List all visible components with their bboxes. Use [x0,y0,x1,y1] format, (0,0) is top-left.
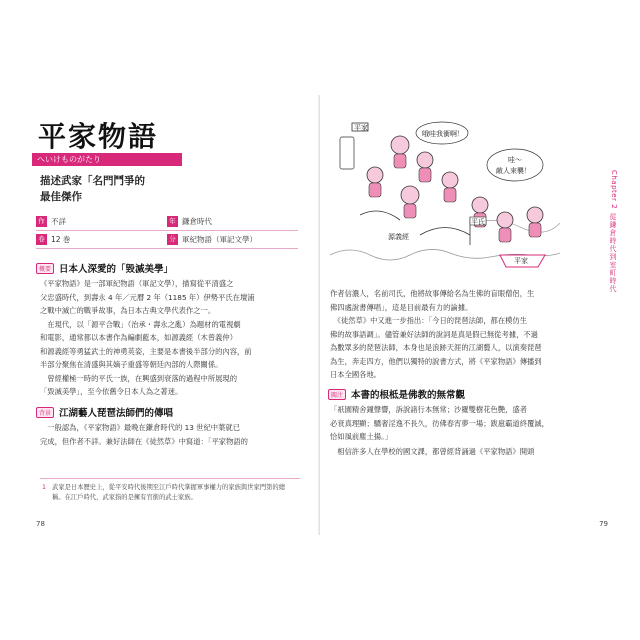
info-author [36,216,167,227]
section-tag: 概要 [36,263,54,274]
overview-body: 《平家物語》是一部軍紀物語（軍記文學），描寫從平清盛之 父忠盛時代，到壽永 4 年／元曆 2 年（1185 年）伊勢平氏在壇浦 之戰中滅亡的戰爭故事，為日本古典文學代表作之一。 在現代，以「源平合戰」（治承・壽永之亂）為題材的電視劇 和電影，通常都以本書作為編劇藍本，如源義經（木曾義仲） 和源義經等勇猛武士的神勇英姿，主要是本書後半部分的內容，前 半部分聚焦在清盛與其嫡子重盛等朝廷內部的人際關係。 曾經權極一時的平氏一族，在興盛到衰落的過程中所展現的 「毀滅美學」，至今依舊令日本人為之著迷。 [40,279,255,396]
section-title: 本書的根柢是佛教的無常觀 [351,390,466,401]
right-body-2: 相信許多人在學校的國文課，都曾經背誦過《平家物語》開頭 [330,447,535,456]
info-tag: 年 [167,216,178,227]
info-value: 軍紀物語（軍記文學） [182,235,257,244]
footnote-number: 1 [42,484,47,491]
section-title: 江湖藝人琵琶法師們的傳唱 [59,408,174,419]
bubble-charge: 哦哇我衝啊！ [422,130,464,138]
right-body-1: 作者信濃人，名前司氏，他將故事傳給名為生佛的盲眼僧侶，生 佛四處說書傳唱」，這是目前最有力的論據。 《徒然草》中又進一步指出：「今日的琵琶法師，都在模仿生 佛的故事語調」。儘管兼好法師的說詞是真是假已無從考據，不過 為數眾多的琵琶法師，本身也是浪跡天涯的江湖藝人，以演奏琵琶 為生，奔走四方，他們以獨特的說書方式，將《平家物語》傳播到 日本全國各地。 [330,289,542,379]
sign-text: 平家 [354,124,368,132]
section-heading-overview [36,261,173,275]
bubble-enemy: 敵人來襲！ [496,167,531,175]
info-tag: 卷 [36,234,47,245]
info-tag: 作 [36,216,47,227]
heike-opening-quote: 「祇園精舍鐘聲響，訴說諸行本無常；沙羅雙樹花色艷，盛者 必衰真理顯；驕奢淫逸不長久，彷佛春宵夢一場；跋扈霸道終覆滅， 恰如風前塵土揚。」 [330,405,549,441]
page-title: 平家物語 [38,120,159,153]
info-tag: 分 [167,234,178,245]
title-reading: へいけものがたり [32,153,182,166]
chapter-title: 從鎌倉時代到室町時代 [609,213,617,293]
book-spread [20,95,620,535]
headline: 描述武家「名門鬥爭的 最佳傑作 [40,175,145,203]
info-value: 鎌倉時代 [182,217,212,226]
info-era [167,216,298,227]
info-volumes [36,234,167,245]
boat-label: 平家 [514,257,528,265]
label-yoshitsune: 源義經 [388,233,409,241]
page-number-right: 79 [599,520,608,528]
section-heading-background [36,405,173,419]
chapter-label: Chapter 2 [610,170,618,210]
section-tag: 關注 [328,389,346,400]
left-page [20,95,320,535]
flag-text: 平氏 [471,218,485,226]
footnote [42,483,297,502]
background-body: 一般認為，《平家物語》最晚在鎌倉時代的 13 世紀中葉就已 完成，但作者不詳。兼好法師在《徒然草》中寫道：「平家物語的 [40,423,248,446]
section-tag: 背景 [36,407,54,418]
page-number-left: 78 [36,520,45,528]
footnote-text: 武家是日本歷史上，從平安時代後期至江戶時代掌握軍事權力的家族與世家門第的總稱。在江戶時代，武家指的是擁有官銜的武士家族。 [52,484,285,501]
info-genre [167,234,298,245]
section-heading-focus [328,387,465,401]
info-grid [36,213,298,249]
battle-illustration [330,105,560,275]
info-value: 不詳 [51,217,66,226]
footnote-divider [40,478,300,479]
section-title: 日本人深愛的「毀滅美學」 [59,264,174,275]
info-row [36,231,298,249]
info-row [36,213,298,231]
right-page [320,95,620,535]
bubble-wow: 哇～ [508,156,522,164]
info-value: 12 巻 [51,235,71,244]
